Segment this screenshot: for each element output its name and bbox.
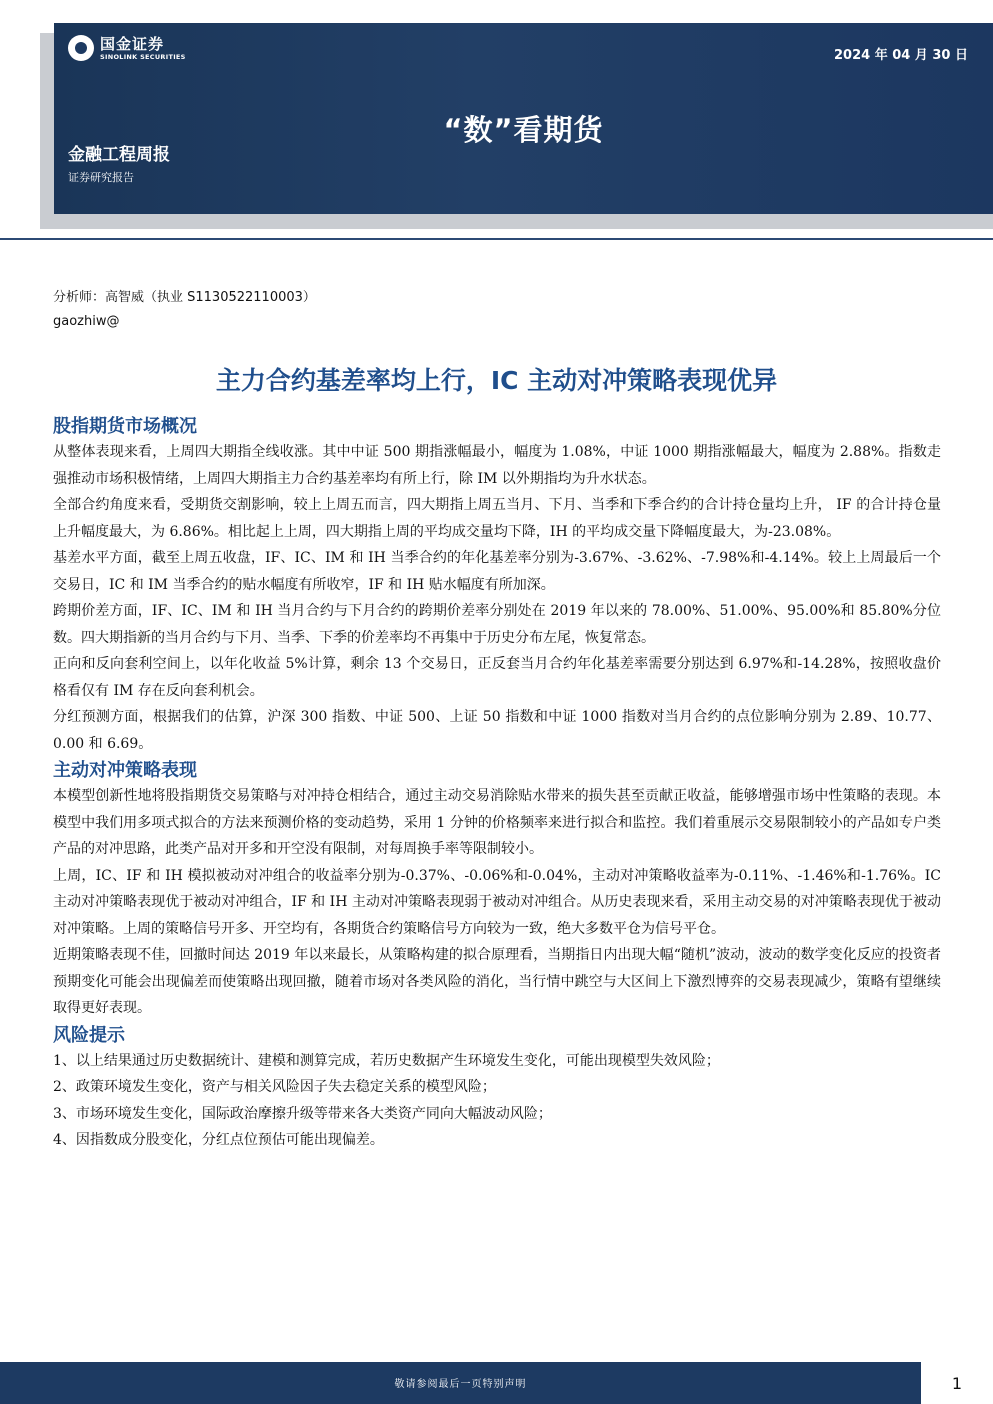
risk-item: 2、政策环境发生变化，资产与相关风险因子失去稳定关系的模型风险； — [53, 1079, 496, 1095]
paragraph: 本模型创新性地将股指期货交易策略与对冲持仓相结合，通过主动交易消除贴水带来的损失甚至贡献正收益，能够增强市场中性策略的表现。本模型中我们用多项式拟合的方法来预测价格的变动趋势，采用 1 分钟的价格频率来进行拟合和监控。我们着重展示交易限制较小的产品如专户类产品的对冲思路，此类产品对开多和开空没有限制，对每周换手率等限制较小。 — [53, 788, 941, 857]
risk-item: 3、市场环境发生变化，国际政治摩擦升级等带来各大类资产同向大幅波动风险； — [53, 1105, 552, 1122]
footer-bar — [0, 1362, 921, 1404]
section-title-risk-warning: 风险提示 — [53, 1024, 125, 1046]
paragraph: 近期策略表现不佳，回撤时间达 2019 年以来最长，从策略构建的拟合原理看，当期指日内出现大幅“随机”波动，波动的数学变化反应的投资者预期变化可能会出现偏差而使策略出现回撤，随着市场对各类风险的消化，当行情中跳空与大区间上下激烈博弈的交易表现减少，策略有望继续取得更好表现。 — [53, 947, 941, 1016]
analyst-email[interactable]: gaozhiw@ — [53, 314, 120, 329]
paragraph: 正向和反向套利空间上，以年化收益 5%计算，剩余 13 个交易日，正反套当月合约年化基差率需要分别达到 6.97%和-14.28%，按照收盘价格看仅有 IM 存在反向套利机会。 — [53, 656, 941, 699]
paragraph: 从整体表现来看，上周四大期指全线收涨。其中中证 500 期指涨幅最小，幅度为 1.08%，中证 1000 期指涨幅最大，幅度为 2.88%。指数走强推动市场积极情绪，上周四大期指主力合约基差率均有所上行，除 IM 以外期指均为升水状态。 — [53, 444, 941, 487]
header-divider — [0, 238, 993, 240]
report-category: 金融工程周报 — [68, 145, 170, 165]
report-series-title: “数”看期货 — [443, 113, 604, 147]
section-title-market-overview: 股指期货市场概况 — [53, 416, 197, 437]
logo-name-cn: 国金证券 — [100, 34, 165, 53]
paragraph: 基差水平方面，截至上周五收盘，IF、IC、IM 和 IH 当季合约的年化基差率分别为-3.67%、-3.62%、-7.98%和-4.14%。较上上周最后一个交易日，IC 和 IM 当季合约的贴水幅度有所收窄，IF 和 IH 贴水幅度有所加深。 — [53, 550, 941, 593]
page-number: 1 — [951, 1374, 963, 1393]
report-headline: 主力合约基差率均上行，IC 主动对冲策略表现优异 — [215, 366, 778, 395]
section-title-hedging-strategy: 主动对冲策略表现 — [53, 760, 197, 781]
report-date: 2024 年 04 月 30 日 — [834, 48, 968, 63]
report-header — [54, 23, 993, 214]
risk-item: 4、因指数成分股变化，分红点位预估可能出现偏差。 — [53, 1132, 384, 1148]
paragraph: 全部合约角度来看，受期货交割影响，较上上周五而言，四大期指上周五当月、下月、当季和下季合约的合计持仓量均上升， IF 的合计持仓量上升幅度最大，为 6.86%。相比起上上周，四大期指上周的平均成交量均下降，IH 的平均成交量下降幅度最大，为-23.08%。 — [53, 497, 941, 540]
paragraph: 上周，IC、IF 和 IH 模拟被动对冲组合的收益率分别为-0.37%、-0.06%和-0.04%，主动对冲策略收益率为-0.11%、-1.46%和-1.76%。IC 主动对冲策略表现优于被动对冲组合，IF 和 IH 主动对冲策略表现弱于被动对冲组合。从历史表现来看，采用主动交易的对冲策略表现优于被动对冲策略。上周的策略信号开多、开空均有，各期货合约策略信号方向较为一致，绝大多数平仓为信号平仓。 — [53, 867, 941, 937]
company-logo — [68, 35, 186, 61]
report-type: 证券研究报告 — [68, 171, 134, 184]
logo-name-en: SINOLINK SECURITIES — [100, 52, 186, 61]
footer-disclaimer[interactable]: 敬请参阅最后一页特别声明 — [394, 1379, 527, 1390]
paragraph: 跨期价差方面，IF、IC、IM 和 IH 当月合约与下月合约的跨期价差率分别处在 2019 年以来的 78.00%、51.00%、95.00%和 85.80%分位数。四大期指新的当月合约与下月、当季、下季的价差率均不再集中于历史分布左尾，恢复常态。 — [53, 603, 941, 646]
risk-item: 1、以上结果通过历史数据统计、建模和测算完成，若历史数据产生环境发生变化，可能出现模型失效风险； — [53, 1052, 720, 1069]
analyst-info: 分析师：高智威（执业 S1130522110003） — [53, 290, 316, 305]
paragraph: 分红预测方面，根据我们的估算，沪深 300 指数、中证 500、上证 50 指数和中证 1000 指数对当月合约的点位影响分别为 2.89、10.77、0.00 和 6.69。 — [53, 709, 941, 752]
report-body — [53, 413, 941, 1154]
logo-mark-icon — [68, 35, 94, 61]
